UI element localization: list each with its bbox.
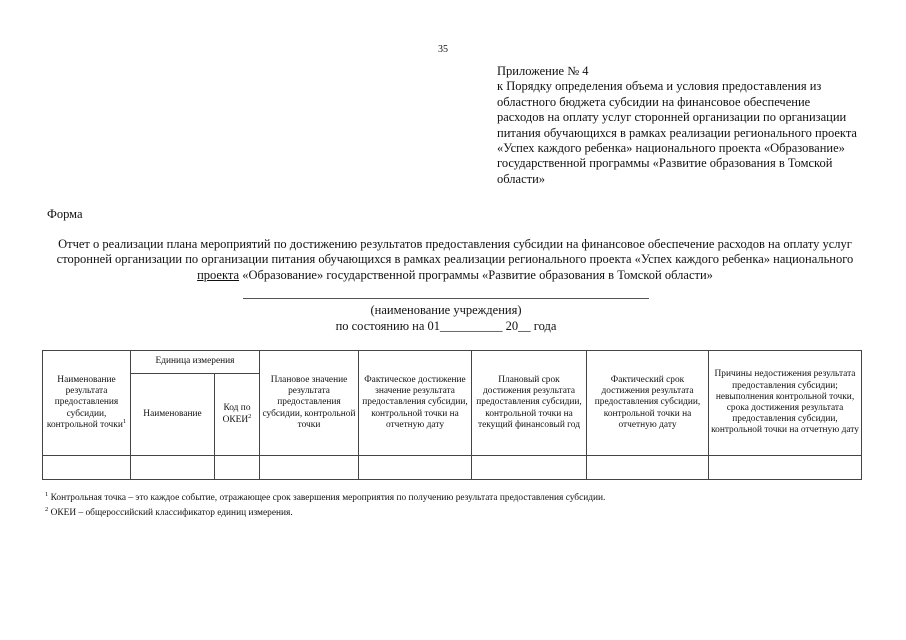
header-result-name: Наименование результата предоставления субсидии, контрольной точки$^1$ (43, 351, 131, 456)
table-cell (472, 456, 587, 480)
footnote-2: $^2$ ОКЕИ – общероссийский классификатор единиц измерения. (45, 505, 293, 518)
appendix-block (497, 64, 857, 187)
report-title-underlined: проекта (197, 267, 240, 282)
report-table (42, 350, 862, 480)
appendix-title: Приложение № 4 (497, 64, 589, 78)
header-unit-group: Единица измерения (131, 351, 260, 374)
table-cell (359, 456, 472, 480)
table-cell (587, 456, 709, 480)
empty-data-row (43, 456, 862, 480)
header-unit-code: Код по ОКЕИ$^2$ (215, 374, 260, 456)
institution-caption: (наименование учреждения) (370, 303, 522, 317)
report-title-part2: «Образование» государственной программы «Развитие образования в Томской области» (239, 267, 713, 282)
form-label: Форма (47, 207, 83, 221)
report-title (40, 237, 870, 283)
header-actual-value: Фактическое достижение значение результата предоставления субсидии, контрольной точки на отчетную дату (359, 351, 472, 456)
header-reasons: Причины недостижения результата предоставления субсидии; невыполнения контрольной точки, срока достижения результата предоставления субсидии, контрольной точки на отчетную дату (709, 351, 862, 456)
page-number: 35 (438, 44, 448, 55)
header-planned-date: Плановый срок достижения результата предоставления субсидии, контрольной точки на текущий финансовый год (472, 351, 587, 456)
as-of-date: по состоянию на 01__________ 20__ года (335, 319, 557, 333)
footnotes (45, 491, 605, 521)
institution-name-line (243, 298, 649, 299)
table-cell (131, 456, 215, 480)
table-cell (43, 456, 131, 480)
header-actual-date: Фактический срок достижения результата предоставления субсидии, контрольной точки на отчетную дату (587, 351, 709, 456)
header-unit-name: Наименование (131, 374, 215, 456)
report-title-part1: Отчет о реализации плана мероприятий по достижению результатов предоставления субсидии на финансовое обеспечение расходов на оплату услуг сторонней организации по организации питания обучающихся в рамках реализации регионального проекта «Успех каждого ребенка» национального (56, 237, 854, 267)
header-planned-value: Плановое значение результата предоставления субсидии, контрольной точки (260, 351, 359, 456)
table-cell (260, 456, 359, 480)
table-cell (215, 456, 260, 480)
appendix-body: к Порядку определения объема и условия предоставления из областного бюджета субсидии на финансовое обеспечение расходов на оплату услуг сторонней организации по организации питания обучающихся в рамках реализации регионального проекта «Успех каждого ребенка» национального проекта «Образование» государственной программы «Развитие образования в Томской области» (497, 79, 857, 186)
table-cell (709, 456, 862, 480)
footnote-1: $^1$ Контрольная точка – это каждое событие, отражающее срок завершения мероприятия по получению результата предоставления субсидии. (45, 490, 606, 503)
